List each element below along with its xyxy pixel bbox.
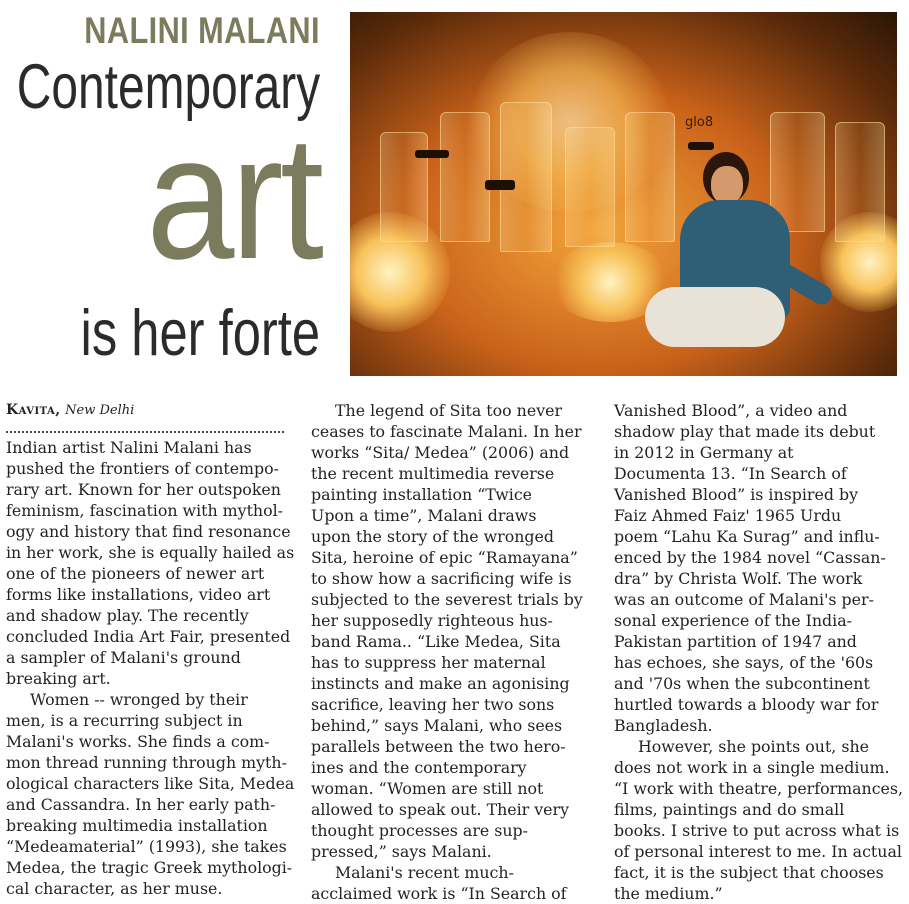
article-line: ceases to fascinate Malani. In her bbox=[311, 422, 582, 441]
headline-line-art: art bbox=[145, 100, 320, 296]
article-line: subjected to the severest trials by bbox=[311, 590, 583, 609]
glass-cylinder bbox=[565, 127, 615, 247]
article-line: films, paintings and do small bbox=[614, 800, 845, 819]
article-line: breaking art. bbox=[6, 669, 111, 688]
artist-photo bbox=[350, 12, 897, 376]
glass-cylinder bbox=[440, 112, 490, 242]
article-line: hurtled towards a bloody war for bbox=[614, 695, 879, 714]
article-line: ogy and history that find resonance bbox=[6, 522, 291, 541]
headline-block bbox=[0, 0, 330, 380]
article-line: works “Sita/ Medea” (2006) and bbox=[311, 443, 570, 462]
animal-silhouette bbox=[485, 180, 515, 190]
byline-divider bbox=[6, 421, 284, 433]
article-line: the medium.” bbox=[614, 884, 723, 903]
article-line: mon thread running through myth- bbox=[6, 753, 287, 772]
article-line: dra” by Christa Wolf. The work bbox=[614, 569, 863, 588]
article-line: allowed to speak out. Their very bbox=[311, 800, 570, 819]
article-line: Faiz Ahmed Faiz' 1965 Urdu bbox=[614, 506, 842, 525]
article-line: was an outcome of Malani's per- bbox=[614, 590, 874, 609]
headline-kicker: NALINI MALANI bbox=[84, 10, 320, 51]
article-line: in 2012 in Germany at bbox=[614, 443, 794, 462]
article-line: concluded India Art Fair, presented bbox=[6, 627, 291, 646]
article-line: Sita, heroine of epic “Ramayana” bbox=[311, 548, 578, 567]
article-column-1 bbox=[6, 400, 296, 899]
article-line: ines and the contemporary bbox=[311, 758, 527, 777]
article-line: has to suppress her maternal bbox=[311, 653, 546, 672]
article-line: woman. “Women are still not bbox=[311, 779, 544, 798]
article-line: books. I strive to put across what is bbox=[614, 821, 900, 840]
article-line: Malani's works. She finds a com- bbox=[6, 732, 270, 751]
article-line: Vanished Blood” is inspired by bbox=[614, 485, 859, 504]
article-line: Pakistan partition of 1947 and bbox=[614, 632, 857, 651]
article-line: Medea, the tragic Greek mythologi- bbox=[6, 858, 293, 877]
byline-place: New Delhi bbox=[65, 403, 135, 418]
article-column-3 bbox=[614, 400, 904, 904]
article-line: one of the pioneers of newer art bbox=[6, 564, 265, 583]
cylinder-script: glo8 bbox=[685, 115, 714, 130]
article-line: However, she points out, she bbox=[638, 737, 869, 756]
article-line: acclaimed work is “In Search of bbox=[311, 884, 567, 903]
article-line: does not work in a single medium. bbox=[614, 758, 890, 777]
article-line: fact, it is the subject that chooses bbox=[614, 863, 884, 882]
glass-cylinder bbox=[380, 132, 428, 242]
article-line: instincts and make an agonising bbox=[311, 674, 570, 693]
animal-silhouette bbox=[688, 142, 714, 150]
article-line: painting installation “Twice bbox=[311, 485, 533, 504]
article-line: forms like installations, video art bbox=[6, 585, 271, 604]
article-line: in her work, she is equally hailed as bbox=[6, 543, 295, 562]
byline-author: Kavita, bbox=[6, 402, 61, 418]
article-line: band Rama.. “Like Medea, Sita bbox=[311, 632, 561, 651]
article-line: and '70s when the subcontinent bbox=[614, 674, 870, 693]
animal-silhouette bbox=[415, 150, 449, 158]
article-line: a sampler of Malani's ground bbox=[6, 648, 241, 667]
article-line: The legend of Sita too never bbox=[335, 401, 563, 420]
article-line: pressed,” says Malani. bbox=[311, 842, 492, 861]
article-line: Vanished Blood”, a video and bbox=[614, 401, 848, 420]
article-line: the recent multimedia reverse bbox=[311, 464, 555, 483]
article-line: has echoes, she says, of the '60s bbox=[614, 653, 874, 672]
article-line: Malani's recent much- bbox=[335, 863, 514, 882]
article-line: Documenta 13. “In Search of bbox=[614, 464, 847, 483]
headline-line-contemporary: Contemporary bbox=[16, 52, 320, 122]
article-line: and Cassandra. In her early path- bbox=[6, 795, 276, 814]
article-line: men, is a recurring subject in bbox=[6, 711, 243, 730]
article-line: rary art. Known for her outspoken bbox=[6, 480, 281, 499]
artist-figure bbox=[645, 152, 835, 367]
article-line: poem “Lahu Ka Surag” and influ- bbox=[614, 527, 880, 546]
headline-line-forte: is her forte bbox=[80, 296, 320, 369]
article-line: enced by the 1984 novel “Cassan- bbox=[614, 548, 886, 567]
article-line: to show how a sacrificing wife is bbox=[311, 569, 572, 588]
artist-face bbox=[711, 166, 743, 204]
article-line: sacrifice, leaving her two sons bbox=[311, 695, 555, 714]
article-line: ological characters like Sita, Medea bbox=[6, 774, 295, 793]
glass-cylinder bbox=[835, 122, 885, 242]
byline bbox=[6, 400, 296, 421]
article-line: and shadow play. The recently bbox=[6, 606, 249, 625]
glass-cylinder bbox=[500, 102, 552, 252]
article-line: shadow play that made its debut bbox=[614, 422, 876, 441]
article-line: behind,” says Malani, who sees bbox=[311, 716, 563, 735]
article-line: sonal experience of the India- bbox=[614, 611, 852, 630]
article-column-2 bbox=[311, 400, 601, 904]
article-line: parallels between the two hero- bbox=[311, 737, 566, 756]
article-line: cal character, as her muse. bbox=[6, 879, 223, 898]
article-line: “Medeamaterial” (1993), she takes bbox=[6, 837, 287, 856]
article-line: Indian artist Nalini Malani has bbox=[6, 438, 252, 457]
article-line: Women -- wronged by their bbox=[30, 690, 248, 709]
article-line: feminism, fascination with mythol- bbox=[6, 501, 283, 520]
article-line: Bangladesh. bbox=[614, 716, 713, 735]
article-line: “I work with theatre, performances, bbox=[614, 779, 904, 798]
article-line: Upon a time”, Malani draws bbox=[311, 506, 537, 525]
article-line: pushed the frontiers of contempo- bbox=[6, 459, 279, 478]
article-line: her supposedly righteous hus- bbox=[311, 611, 553, 630]
article-line: breaking multimedia installation bbox=[6, 816, 268, 835]
article-line: upon the story of the wronged bbox=[311, 527, 554, 546]
artist-legs bbox=[645, 287, 785, 347]
article-line: thought processes are sup- bbox=[311, 821, 528, 840]
article-line: of personal interest to me. In actual bbox=[614, 842, 902, 861]
